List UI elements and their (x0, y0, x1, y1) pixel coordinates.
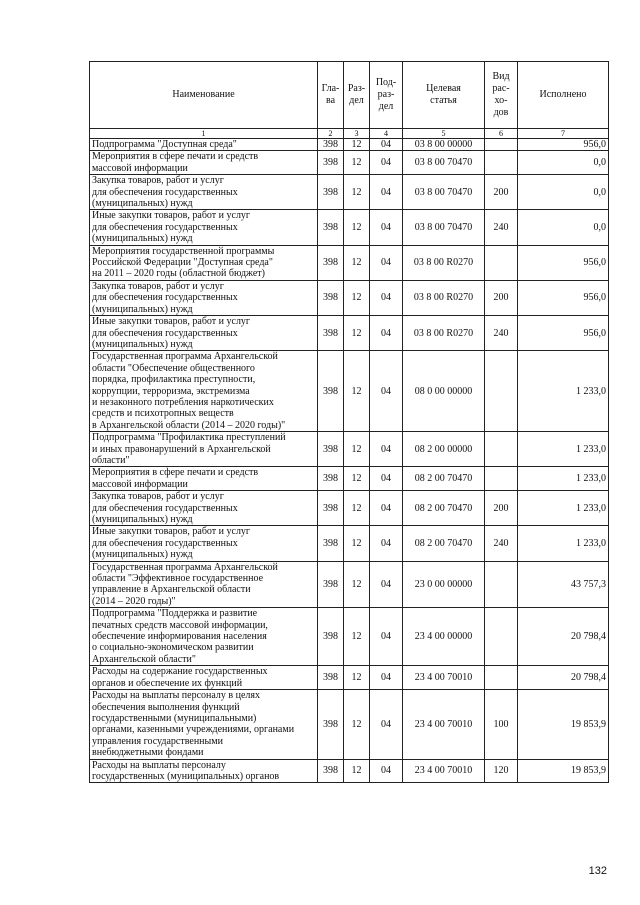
table-body (90, 139, 609, 783)
cell-expense: 200 (485, 280, 518, 315)
column-number: 7 (518, 129, 609, 139)
cell-expense: 200 (485, 175, 518, 210)
cell-expense: 200 (485, 491, 518, 526)
cell-name: Мероприятия в сфере печати и средств массовой информации (90, 467, 318, 491)
cell-section: 12 (344, 245, 370, 280)
cell-executed: 1 233,0 (518, 467, 609, 491)
cell-subsection: 04 (370, 666, 403, 690)
cell-target: 23 4 00 00000 (403, 608, 485, 666)
cell-subsection: 04 (370, 175, 403, 210)
cell-chapter: 398 (318, 151, 344, 175)
header-subsection: Под- раз- дел (370, 62, 403, 129)
cell-chapter: 398 (318, 666, 344, 690)
cell-expense (485, 245, 518, 280)
table-row (90, 759, 609, 783)
header-chapter: Гла- ва (318, 62, 344, 129)
cell-expense (485, 608, 518, 666)
header-expense: Вид рас- хо- дов (485, 62, 518, 129)
column-number-row (90, 129, 609, 139)
cell-section: 12 (344, 666, 370, 690)
table-row (90, 666, 609, 690)
table-row (90, 245, 609, 280)
cell-section: 12 (344, 210, 370, 245)
cell-chapter: 398 (318, 561, 344, 608)
cell-subsection: 04 (370, 526, 403, 561)
cell-subsection: 04 (370, 316, 403, 351)
cell-section: 12 (344, 467, 370, 491)
header-executed: Исполнено (518, 62, 609, 129)
cell-expense (485, 666, 518, 690)
cell-chapter: 398 (318, 316, 344, 351)
cell-chapter: 398 (318, 175, 344, 210)
table-row (90, 175, 609, 210)
cell-section: 12 (344, 690, 370, 759)
cell-executed: 0,0 (518, 210, 609, 245)
cell-expense: 240 (485, 316, 518, 351)
cell-chapter: 398 (318, 139, 344, 151)
cell-executed: 19 853,9 (518, 690, 609, 759)
header-target: Целевая статья (403, 62, 485, 129)
cell-expense (485, 351, 518, 432)
cell-chapter: 398 (318, 759, 344, 783)
table-row (90, 467, 609, 491)
column-number: 5 (403, 129, 485, 139)
cell-name: Иные закупки товаров, работ и услуг для обеспечения государственных (муниципальных) нужд (90, 526, 318, 561)
cell-chapter: 398 (318, 280, 344, 315)
cell-name: Расходы на выплаты персоналу государственных (муниципальных) органов (90, 759, 318, 783)
cell-subsection: 04 (370, 759, 403, 783)
cell-section: 12 (344, 280, 370, 315)
cell-name: Подпрограмма "Поддержка и развитие печатных средств массовой информации, обеспечение информирования населения о социально-экономическом развитии Архангельской области" (90, 608, 318, 666)
cell-executed: 43 757,3 (518, 561, 609, 608)
cell-executed: 20 798,4 (518, 608, 609, 666)
column-number: 1 (90, 129, 318, 139)
cell-section: 12 (344, 491, 370, 526)
table-row (90, 561, 609, 608)
table-row (90, 690, 609, 759)
cell-name: Государственная программа Архангельской области "Эффективное государственное управление в Архангельской области (2014 – 2020 годы)" (90, 561, 318, 608)
cell-chapter: 398 (318, 526, 344, 561)
cell-chapter: 398 (318, 467, 344, 491)
table-row (90, 139, 609, 151)
table-row (90, 432, 609, 467)
cell-chapter: 398 (318, 608, 344, 666)
column-number: 6 (485, 129, 518, 139)
cell-section: 12 (344, 351, 370, 432)
cell-subsection: 04 (370, 432, 403, 467)
cell-name: Закупка товаров, работ и услуг для обеспечения государственных (муниципальных) нужд (90, 491, 318, 526)
cell-name: Мероприятия в сфере печати и средств массовой информации (90, 151, 318, 175)
table-row (90, 491, 609, 526)
cell-section: 12 (344, 151, 370, 175)
cell-executed: 0,0 (518, 175, 609, 210)
cell-target: 03 8 00 R0270 (403, 316, 485, 351)
cell-section: 12 (344, 608, 370, 666)
cell-chapter: 398 (318, 245, 344, 280)
cell-target: 08 2 00 70470 (403, 467, 485, 491)
cell-section: 12 (344, 561, 370, 608)
cell-executed: 1 233,0 (518, 432, 609, 467)
cell-section: 12 (344, 316, 370, 351)
cell-executed: 1 233,0 (518, 526, 609, 561)
cell-target: 23 0 00 00000 (403, 561, 485, 608)
cell-section: 12 (344, 526, 370, 561)
cell-target: 03 8 00 70470 (403, 175, 485, 210)
cell-subsection: 04 (370, 245, 403, 280)
cell-name: Расходы на содержание государственных органов и обеспечение их функций (90, 666, 318, 690)
cell-subsection: 04 (370, 210, 403, 245)
cell-executed: 0,0 (518, 151, 609, 175)
column-number: 3 (344, 129, 370, 139)
cell-executed: 19 853,9 (518, 759, 609, 783)
cell-executed: 1 233,0 (518, 491, 609, 526)
cell-executed: 956,0 (518, 139, 609, 151)
cell-target: 23 4 00 70010 (403, 666, 485, 690)
cell-subsection: 04 (370, 561, 403, 608)
cell-chapter: 398 (318, 210, 344, 245)
cell-target: 08 2 00 70470 (403, 491, 485, 526)
budget-table (89, 61, 609, 783)
table-row (90, 210, 609, 245)
cell-executed: 956,0 (518, 280, 609, 315)
cell-chapter: 398 (318, 690, 344, 759)
header-section: Раз- дел (344, 62, 370, 129)
cell-chapter: 398 (318, 491, 344, 526)
cell-chapter: 398 (318, 432, 344, 467)
table-row (90, 608, 609, 666)
cell-name: Государственная программа Архангельской области "Обеспечение общественного порядка, профилактика преступности, коррупции, терроризма, экстремизма и незаконного потребления наркотических средств и психотропных веществ в Архангельской области (2014 – 2020 годы)" (90, 351, 318, 432)
table-row (90, 316, 609, 351)
cell-executed: 20 798,4 (518, 666, 609, 690)
cell-section: 12 (344, 759, 370, 783)
cell-name: Иные закупки товаров, работ и услуг для обеспечения государственных (муниципальных) нужд (90, 210, 318, 245)
cell-name: Закупка товаров, работ и услуг для обеспечения государственных (муниципальных) нужд (90, 280, 318, 315)
cell-expense: 240 (485, 526, 518, 561)
cell-expense (485, 467, 518, 491)
cell-name: Закупка товаров, работ и услуг для обеспечения государственных (муниципальных) нужд (90, 175, 318, 210)
cell-name: Подпрограмма "Доступная среда" (90, 139, 318, 151)
cell-executed: 956,0 (518, 245, 609, 280)
cell-target: 03 8 00 R0270 (403, 280, 485, 315)
cell-subsection: 04 (370, 467, 403, 491)
cell-executed: 956,0 (518, 316, 609, 351)
table-row (90, 280, 609, 315)
cell-target: 08 0 00 00000 (403, 351, 485, 432)
table-row (90, 351, 609, 432)
header-name: Наименование (90, 62, 318, 129)
cell-expense (485, 151, 518, 175)
cell-expense (485, 561, 518, 608)
cell-subsection: 04 (370, 139, 403, 151)
cell-section: 12 (344, 175, 370, 210)
cell-target: 03 8 00 R0270 (403, 245, 485, 280)
cell-subsection: 04 (370, 351, 403, 432)
column-number: 4 (370, 129, 403, 139)
cell-section: 12 (344, 432, 370, 467)
cell-subsection: 04 (370, 151, 403, 175)
column-number: 2 (318, 129, 344, 139)
cell-expense (485, 432, 518, 467)
cell-name: Расходы на выплаты персоналу в целях обеспечения выполнения функций государственными (муниципальными) органами, казенными учреждениями, органами управления государственными внебюджетными фондами (90, 690, 318, 759)
cell-target: 23 4 00 70010 (403, 690, 485, 759)
cell-target: 03 8 00 70470 (403, 210, 485, 245)
cell-expense: 120 (485, 759, 518, 783)
cell-name: Мероприятия государственной программы Российской Федерации "Доступная среда" на 2011 – 2020 годы (областной бюджет) (90, 245, 318, 280)
cell-subsection: 04 (370, 491, 403, 526)
cell-expense (485, 139, 518, 151)
cell-target: 08 2 00 00000 (403, 432, 485, 467)
cell-executed: 1 233,0 (518, 351, 609, 432)
header-row (90, 62, 609, 129)
page-number: 132 (588, 865, 607, 877)
cell-section: 12 (344, 139, 370, 151)
cell-chapter: 398 (318, 351, 344, 432)
cell-subsection: 04 (370, 608, 403, 666)
cell-subsection: 04 (370, 280, 403, 315)
cell-expense: 240 (485, 210, 518, 245)
cell-target: 08 2 00 70470 (403, 526, 485, 561)
table-row (90, 151, 609, 175)
cell-target: 03 8 00 70470 (403, 151, 485, 175)
cell-target: 03 8 00 00000 (403, 139, 485, 151)
cell-subsection: 04 (370, 690, 403, 759)
cell-target: 23 4 00 70010 (403, 759, 485, 783)
table-row (90, 526, 609, 561)
cell-name: Иные закупки товаров, работ и услуг для обеспечения государственных (муниципальных) нужд (90, 316, 318, 351)
cell-name: Подпрограмма "Профилактика преступлений и иных правонарушений в Архангельской области" (90, 432, 318, 467)
cell-expense: 100 (485, 690, 518, 759)
